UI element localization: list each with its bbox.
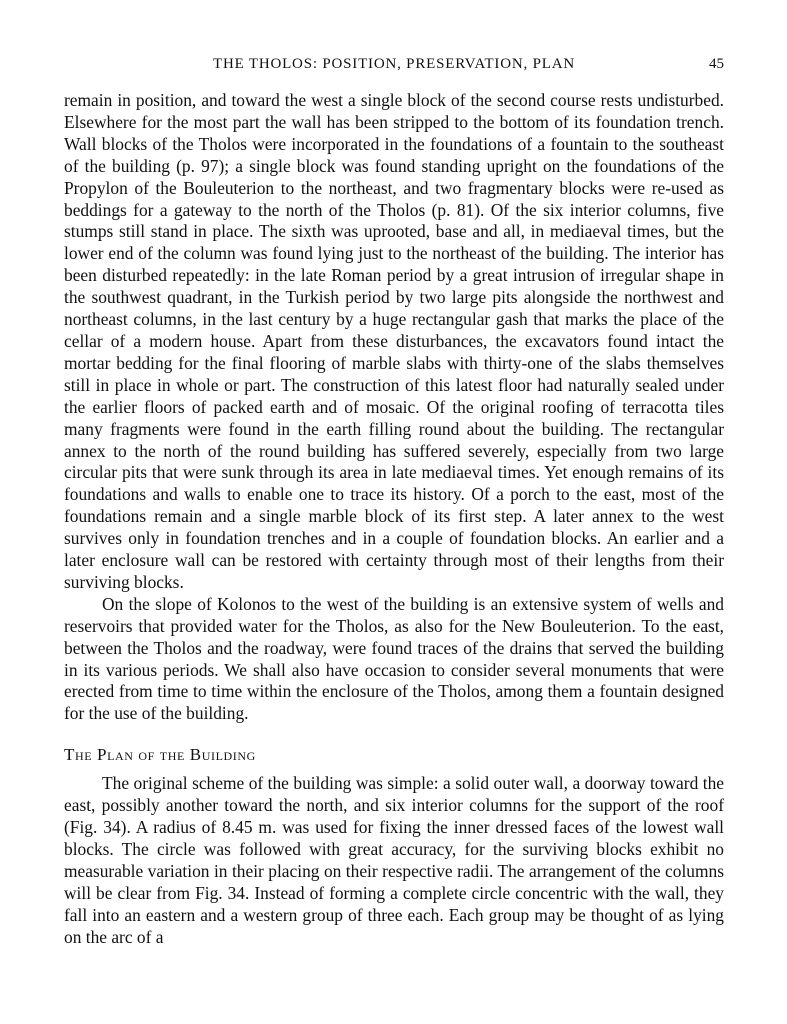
- section-heading: The Plan of the Building: [64, 745, 256, 765]
- body-text: [64, 90, 724, 948]
- paragraph-3: The original scheme of the building was simple: a solid outer wall, a doorway toward the east, possibly another toward the north, and six interior columns for the support of the roof (Fig. 34). A radius of 8.45 m. was used for fixing the inner dressed faces of the lowest wall blocks. The circle was followed with great accuracy, for the surviving blocks exhibit no measurable variation in their placing on their respective radii. The arrangement of the columns will be clear from Fig. 34. Instead of forming a complete circle concentric with the wall, they fall into an eastern and a western group of three each. Each group may be thought of as lying on the arc of a: [64, 773, 724, 947]
- paragraph-1: remain in position, and toward the west a single block of the second course rests undisturbed. Elsewhere for the most part the wall has been stripped to the bottom of its foundation trench. Wall blocks of the Tholos were incorporated in the foundations of a fountain to the southeast of the building (p. 97); a single block was found standing upright on the foundations of the Propylon of the Bouleuterion to the northeast, and two fragmentary blocks were re-used as beddings for a gateway to the north of the Tholos (p. 81). Of the six interior columns, five stumps still stand in place. The sixth was uprooted, base and all, in mediaeval times, but the lower end of the column was found lying just to the northeast of the building. The interior has been disturbed repeatedly: in the late Roman period by a great intrusion of irregular shape in the southwest quadrant, in the Turkish period by two large pits alongside the northwest and northeast columns, in the last century by a huge rectangular gash that marks the place of the cellar of a modern house. Apart from these disturbances, the excavators found intact the mortar bedding for the final flooring of marble slabs with thirty-one of the slabs themselves still in place in whole or part. The construction of this latest floor had naturally sealed under the earlier floors of packed earth and of mosaic. Of the original roofing of terracotta tiles many fragments were found in the earth filling round about the building. The rectangular annex to the north of the round building has suffered severely, especially from two large circular pits that were sunk through its area in late mediaeval times. Yet enough remains of its foundations and walls to enable one to trace its history. Of a porch to the east, most of the foundations remain and a single marble block of its first step. A later annex to the west survives only in foundation trenches and in a couple of foundation blocks. An earlier and a later enclosure wall can be restored with certainty through most of their lengths from their surviving blocks.: [64, 90, 724, 592]
- page-header: [64, 56, 724, 78]
- paragraph-2: On the slope of Kolonos to the west of the building is an extensive system of wells and reservoirs that provided water for the Tholos, as also for the New Bouleuterion. To the east, between the Tholos and the roadway, were found traces of the drains that served the building in its various periods. We shall also have occasion to consider several monuments that were erected from time to time within the enclosure of the Tholos, among them a fountain designed for the use of the building.: [64, 593, 724, 724]
- running-title: THE THOLOS: POSITION, PRESERVATION, PLAN: [213, 56, 575, 72]
- page-number: 45: [709, 56, 724, 72]
